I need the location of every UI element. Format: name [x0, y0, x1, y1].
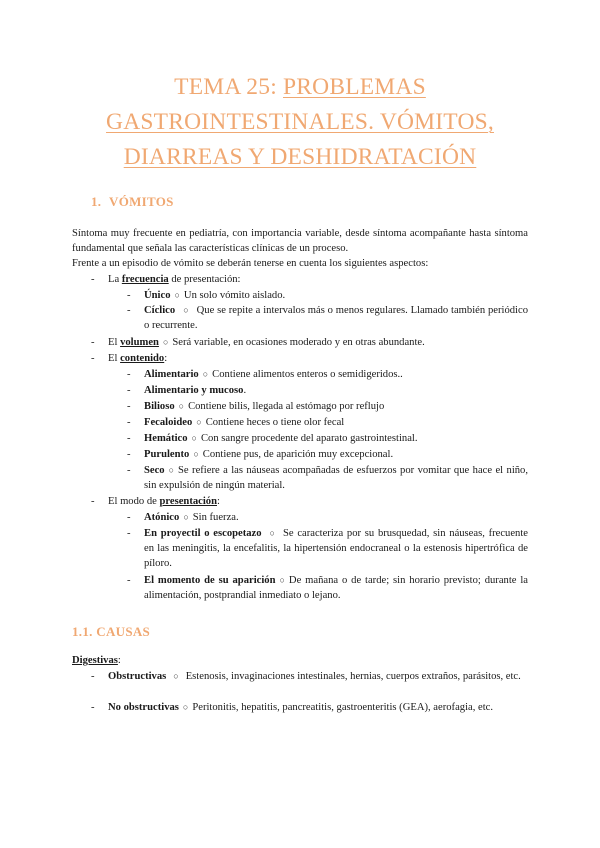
list-item-hematico — [144, 431, 528, 446]
list-item-bilioso — [144, 399, 528, 414]
list-item-obstructivas — [108, 669, 528, 684]
title-line2: GASTROINTESTINALES. VÓMITOS, — [106, 109, 494, 135]
sub-bullet-dash: - — [127, 449, 131, 460]
item-desc: De mañana o de tarde; sin horario previsto; durante la alimentación, postprandial inmediato o lejano. — [144, 575, 528, 601]
circle-bullet-icon: ○ — [183, 512, 189, 522]
bullet-dash: - — [91, 671, 95, 682]
title-line3: DIARREAS Y DESHIDRATACIÓN — [123, 144, 477, 170]
item-term: En proyectil o escopetazo — [144, 528, 262, 539]
item-key: contenido — [120, 353, 165, 364]
bullet-dash: - — [91, 337, 95, 348]
sub-bullet-dash: - — [127, 465, 131, 476]
list-item-proyectil — [144, 526, 528, 571]
item-term: Atónico — [144, 512, 180, 523]
item-key: frecuencia — [121, 274, 169, 285]
page-title — [60, 70, 540, 175]
list-item-alimentario — [144, 367, 528, 382]
intro-paragraph: Síntoma muy frecuente en pediatría, con importancia variable, desde síntoma acompañante hasta síntoma fundamental que señala las características clínicas de un proceso. — [72, 228, 528, 254]
circle-bullet-icon: ○ — [162, 337, 169, 347]
item-desc: Contiene alimentos enteros o semidigeridos.. — [212, 369, 403, 380]
circle-bullet-icon: ○ — [279, 575, 285, 585]
sub-bullet-dash: - — [127, 512, 131, 523]
title-line1-prefix: TEMA 25: — [174, 74, 283, 100]
sub-bullet-dash: - — [127, 290, 131, 301]
group-colon: : — [117, 655, 121, 666]
circle-bullet-icon: ○ — [196, 417, 202, 427]
title-line1-underlined: PROBLEMAS — [283, 74, 426, 100]
item-prefix: El — [108, 353, 121, 364]
circle-bullet-icon: ○ — [191, 433, 197, 443]
list-item-contenido — [108, 351, 167, 366]
item-desc: . — [243, 385, 247, 396]
circle-bullet-icon: ○ — [178, 401, 185, 411]
circle-bullet-icon: ○ — [183, 305, 189, 315]
list-item-volumen — [108, 335, 538, 350]
causas-group-label — [72, 653, 121, 668]
circle-bullet-icon: ○ — [174, 290, 180, 300]
item-key: presentación — [159, 496, 217, 507]
list-item-seco — [144, 463, 528, 493]
circle-bullet-icon: ○ — [269, 528, 275, 538]
item-desc: Contiene bilis, llegada al estómago por reflujo — [188, 401, 385, 412]
sub-bullet-dash: - — [127, 369, 131, 380]
sub-bullet-dash: - — [127, 417, 131, 428]
sub-bullet-dash: - — [127, 528, 131, 539]
item-term: Fecaloideo — [144, 417, 193, 428]
item-term: No obstructivas — [108, 702, 179, 713]
list-item-frecuencia — [108, 272, 240, 287]
item-term: El momento de su aparición — [144, 575, 276, 586]
item-desc: Contiene heces o tiene olor fecal — [205, 417, 345, 428]
section-number: 1. — [91, 194, 102, 209]
item-desc: Un solo vómito aislado. — [183, 290, 286, 301]
item-term: Obstructivas — [108, 671, 167, 682]
item-term: Cíclico — [144, 305, 176, 316]
item-desc: Estenosis, invaginaciones intestinales, hernias, cuerpos extraños, parásitos, etc. — [185, 671, 521, 682]
item-prefix: El — [108, 337, 121, 348]
bullet-dash: - — [91, 274, 95, 285]
item-term: Hemático — [144, 433, 188, 444]
item-desc: Que se repite a intervalos más o menos regulares. Llamado también periódico o recurrente. — [144, 305, 528, 331]
item-suffix: de presentación: — [168, 274, 241, 285]
bullet-dash: - — [91, 496, 95, 507]
list-item-unico — [144, 288, 528, 303]
sub-bullet-dash: - — [127, 401, 131, 412]
bullet-dash: - — [91, 353, 95, 364]
item-desc: Será variable, en ocasiones moderado y en otras abundante. — [172, 337, 425, 348]
list-item-momento — [144, 573, 528, 603]
list-item-no-obstructivas — [108, 700, 538, 715]
sub-bullet-dash: - — [127, 385, 131, 396]
item-key: volumen — [120, 337, 159, 348]
section-title: VÓMITOS — [109, 194, 174, 209]
section-heading-causas: 1.1. CAUSAS — [72, 624, 151, 639]
item-desc: Contiene pus, de aparición muy excepcional. — [202, 449, 394, 460]
list-item-presentacion — [108, 494, 220, 509]
item-prefix: El modo de — [108, 496, 160, 507]
list-item-atonico — [144, 510, 528, 525]
item-term: Purulento — [144, 449, 190, 460]
circle-bullet-icon: ○ — [173, 671, 179, 681]
item-term: Único — [144, 290, 171, 301]
circle-bullet-icon: ○ — [182, 702, 189, 712]
item-suffix: : — [216, 496, 220, 507]
sub-bullet-dash: - — [127, 305, 131, 316]
intro-paragraph-2: Frente a un episodio de vómito se deberán tenerse en cuenta los siguientes aspectos: — [72, 258, 429, 269]
item-suffix: : — [164, 353, 168, 364]
item-term: Seco — [144, 465, 165, 476]
section-heading-vomitos — [91, 194, 174, 210]
list-item-purulento — [144, 447, 528, 462]
item-desc: Se caracteriza por su brusquedad, sin náuseas, frecuente en las meningitis, la encefalitis, la hipertensión endocraneal o la estenosis hipertrófica de píloro. — [144, 528, 529, 569]
item-desc: Sin fuerza. — [192, 512, 239, 523]
sub-bullet-dash: - — [127, 433, 131, 444]
list-item-ciclico — [144, 303, 528, 333]
sub-bullet-dash: - — [127, 575, 131, 586]
bullet-dash: - — [91, 702, 95, 713]
item-desc: Se refiere a las náuseas acompañadas de esfuerzos por vomitar que hace el niño, sin expulsión de ningún material. — [144, 465, 528, 491]
circle-bullet-icon: ○ — [168, 465, 175, 475]
list-item-alimentario-mucoso — [144, 383, 528, 398]
item-desc: Con sangre procedente del aparato gastrointestinal. — [200, 433, 418, 444]
item-desc: Peritonitis, hepatitis, pancreatitis, gastroenteritis (GEA), aerofagia, etc. — [192, 702, 494, 713]
item-prefix: La — [108, 274, 122, 285]
item-term: Alimentario — [144, 369, 199, 380]
circle-bullet-icon: ○ — [202, 369, 209, 379]
item-term: Bilioso — [144, 401, 175, 412]
circle-bullet-icon: ○ — [193, 449, 199, 459]
list-item-fecaloideo — [144, 415, 528, 430]
group-label: Digestivas — [72, 655, 118, 666]
item-term: Alimentario y mucoso — [144, 385, 244, 396]
